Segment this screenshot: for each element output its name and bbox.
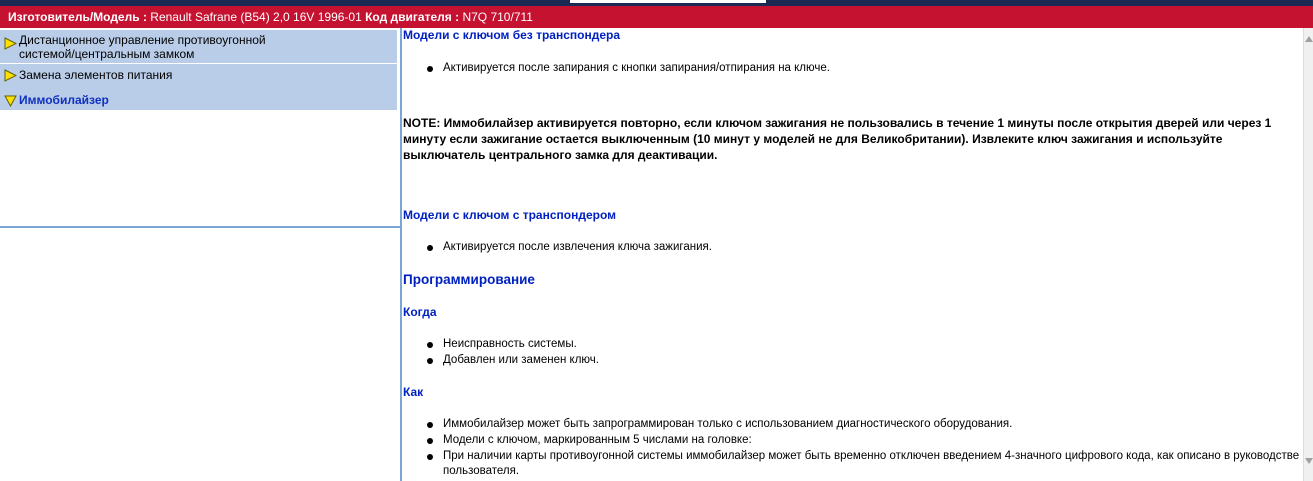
bullet-icon: [427, 66, 433, 72]
bullet-icon: [427, 358, 433, 364]
topic-list: [0, 30, 397, 110]
bullet-icon: [427, 454, 433, 460]
navigation-pane: [0, 28, 400, 481]
heading-no-transponder: Модели с ключом без транспондера: [403, 28, 621, 42]
bullet-icon: [427, 342, 433, 348]
vertical-splitter[interactable]: [400, 28, 402, 481]
note-paragraph: NOTE: Иммобилайзер активируется повторно, если ключом зажигания не пользовались в течение 1 минуты после открытия дверей или через 1 минуту если зажигание остается выключенным (10 минут у моделей не для Великобритании). Извлеките ключ зажигания и используйте выключатель центрального замка для деактивации.: [403, 116, 1272, 162]
engine-code-value: N7Q 710/711: [462, 10, 533, 24]
heading-with-transponder: Модели с ключом с транспондером: [403, 208, 617, 222]
article-content: Модели с ключом без транспондера Активируется после запирания с кнопки запирания/отпирания на ключе. NOTE: Иммобилайзер активируется повторно, если ключом зажигания не пользовались в течение 1 минуты после открытия дверей или через 1 минуту если зажигание остается выключенным (10 минут у моделей не для Великобритании). Извлеките ключ зажигания и используйте выключатель центрального замка для деактивации. Модели с ключом с транспондером Активируется после извлечения ключа зажигания. Программирование Когда Неисправность системы. Добавлен или заменен ключ. Как Иммобилайзер может быть запрограммирован только с использованием диагностического оборудования. Модели с ключом, маркированным 5 числами на головке: При наличии карты противоугонной системы иммобилайзер может быть временно отключен введением 4-значного цифрового кода, как описано в руководстве пользователя.: [403, 28, 1303, 481]
nav-item-battery-replacement[interactable]: [0, 65, 397, 87]
vehicle-header: [0, 6, 1313, 28]
top-strip-tab: [570, 0, 766, 3]
arrow-right-icon: [4, 69, 17, 82]
heading-when: Когда: [403, 305, 437, 319]
bullet-icon: [427, 438, 433, 444]
bullet-icon: [427, 245, 433, 251]
heading-how: Как: [403, 385, 424, 399]
content-scrollbar[interactable]: [1303, 28, 1313, 481]
nav-item-label: Замена элементов питания: [19, 68, 173, 82]
manufacturer-label: Изготовитель/Модель :: [8, 10, 147, 24]
scroll-down-icon[interactable]: [1305, 458, 1313, 464]
heading-programming: Программирование: [403, 272, 535, 287]
arrow-right-icon: [4, 37, 17, 50]
manufacturer-value: Renault Safrane (B54) 2,0 16V 1996-01: [150, 10, 362, 24]
arrow-down-icon: [4, 94, 17, 107]
pane-divider[interactable]: [0, 226, 400, 228]
bullet-icon: [427, 422, 433, 428]
engine-code-label: Код двигателя :: [365, 10, 460, 24]
nav-item-immobilizer[interactable]: [0, 90, 397, 108]
nav-item-label: Дистанционное управление противоугонной системой/центральным замком: [19, 33, 266, 61]
nav-item-label: Иммобилайзер: [19, 93, 109, 107]
nav-item-remote-control[interactable]: [0, 33, 397, 64]
scroll-up-icon[interactable]: [1305, 36, 1313, 42]
